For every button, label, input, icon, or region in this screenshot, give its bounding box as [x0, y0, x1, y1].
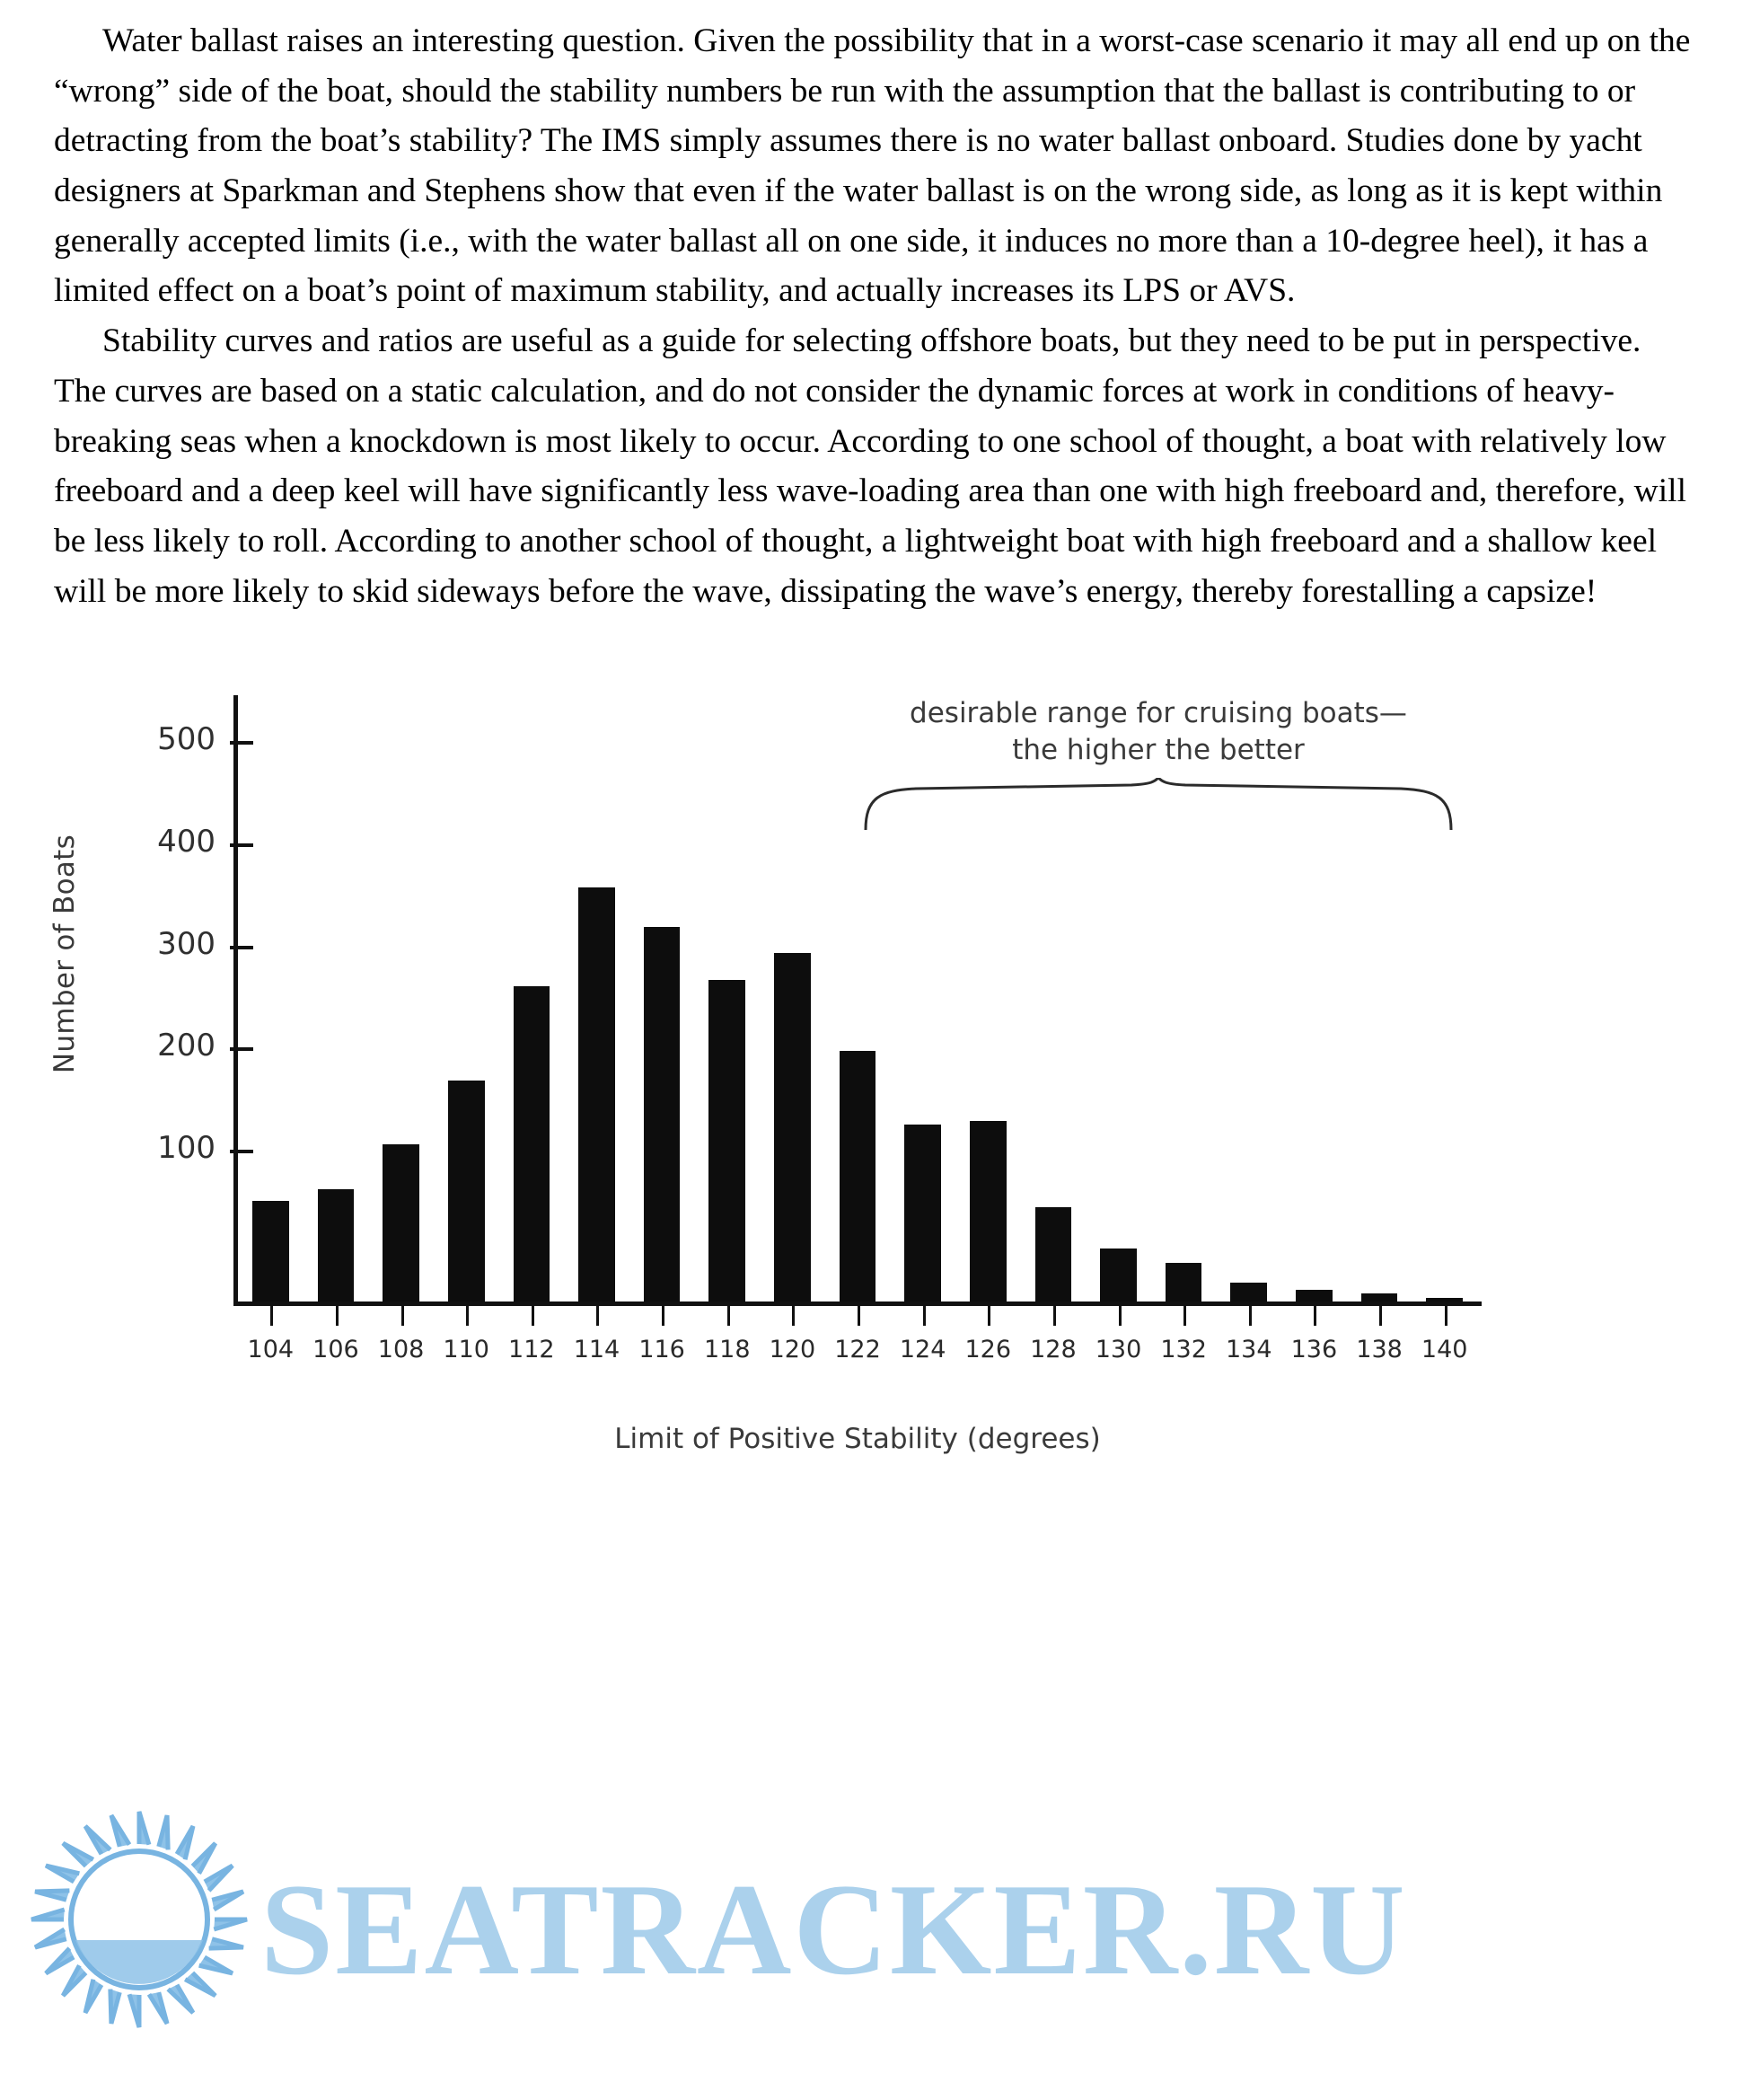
x-tick-label: 128 — [1030, 1336, 1077, 1364]
x-tick — [662, 1306, 664, 1326]
histogram-bar — [840, 1051, 876, 1301]
x-tick — [1119, 1306, 1122, 1326]
y-tick — [157, 720, 253, 757]
histogram-bar — [383, 1144, 419, 1301]
x-tick — [923, 1306, 926, 1326]
y-tick-label: 200 — [157, 1028, 216, 1064]
x-tick — [1053, 1306, 1056, 1326]
histogram-bar — [1166, 1263, 1202, 1301]
x-tick-label: 132 — [1160, 1336, 1207, 1364]
bars-group — [238, 749, 1477, 1301]
paragraph-2: Stability curves and ratios are useful as a guide for selecting offshore boats, but they need to be put in perspective. The curves are based on a static calculation, and do not consider the dynamic forces at work in conditions of heavy-breaking seas when a knockdown is most likely to occur. According to one school of thought, a boat with relatively low freeboard and a deep keel will have significantly less wave-loading area than one with high freeboard and, therefore, will be less likely to roll. According to another school of thought, a lightweight boat with high freeboard and a shallow keel will be more likely to skid sideways before the wave, dissipating the wave’s energy, thereby forestalling a capsize! — [54, 322, 1687, 610]
x-tick-label: 122 — [834, 1336, 881, 1364]
annotation-line-2: the higher the better — [1012, 733, 1305, 766]
x-tick-label: 110 — [443, 1336, 489, 1364]
histogram-bar — [318, 1189, 355, 1301]
histogram-bar — [448, 1081, 485, 1301]
histogram-bar — [1230, 1283, 1267, 1302]
x-tick-label: 126 — [964, 1336, 1012, 1364]
x-tick-label: 136 — [1290, 1336, 1338, 1364]
y-tick-label: 100 — [157, 1130, 216, 1167]
x-tick — [1183, 1306, 1186, 1326]
x-tick — [466, 1306, 469, 1326]
watermark — [0, 1777, 1751, 2046]
histogram-bar — [1100, 1249, 1137, 1301]
x-tick-label: 108 — [377, 1336, 425, 1364]
x-tick-label: 114 — [573, 1336, 620, 1364]
x-tick-label: 118 — [703, 1336, 751, 1364]
y-tick-label: 400 — [157, 823, 216, 860]
sun-logo-icon — [27, 1807, 251, 2032]
y-tick-label: 500 — [157, 720, 216, 757]
x-axis-label: Limit of Positive Stability (degrees) — [614, 1423, 1101, 1456]
x-tick-label: 112 — [508, 1336, 555, 1364]
x-tick-label: 138 — [1356, 1336, 1403, 1364]
x-tick — [727, 1306, 730, 1326]
x-tick — [1249, 1306, 1252, 1326]
x-tick — [988, 1306, 990, 1326]
article-body — [54, 16, 1697, 616]
histogram-bar — [1296, 1290, 1333, 1302]
chart-plot-area — [157, 695, 1482, 1364]
y-axis-label: Number of Boats — [48, 834, 81, 1074]
x-tick — [792, 1306, 795, 1326]
histogram-bar — [1361, 1293, 1398, 1301]
x-tick — [401, 1306, 404, 1326]
x-tick — [858, 1306, 860, 1326]
x-tick-label: 106 — [312, 1336, 359, 1364]
x-tick-label: 120 — [769, 1336, 816, 1364]
histogram-bar — [904, 1125, 941, 1301]
histogram-bar — [774, 953, 811, 1301]
stability-histogram-figure — [48, 668, 1509, 1456]
x-tick-label: 104 — [247, 1336, 295, 1364]
histogram-bar — [578, 887, 615, 1301]
histogram-bar — [970, 1121, 1007, 1302]
paragraph-1: Water ballast raises an interesting question. Given the possibility that in a worst-case scenario it may all end up on the “wrong” side of the boat, should the stability numbers be run with the assumption that the ballast is contributing to or detracting from the boat’s stability? The IMS simply assumes there is no water ballast onboard. Studies done by yacht designers at Sparkman and Stephens show that even if the water ballast is on the wrong side, as long as it is kept within generally accepted limits (i.e., with the water ballast all on one side, it induces no more than a 10-degree heel), it has a limited effect on a boat’s point of maximum stability, and actually increases its LPS or AVS. — [54, 22, 1691, 310]
x-tick — [596, 1306, 599, 1326]
histogram-bar — [708, 980, 745, 1302]
x-tick-label: 140 — [1421, 1336, 1468, 1364]
histogram-bar — [1426, 1298, 1463, 1302]
y-tick-label: 300 — [157, 925, 216, 962]
histogram-bar — [1035, 1207, 1072, 1301]
histogram-bar — [252, 1201, 289, 1302]
x-tick — [1445, 1306, 1447, 1326]
x-tick — [1379, 1306, 1382, 1326]
x-tick — [1314, 1306, 1316, 1326]
x-tick — [336, 1306, 339, 1326]
x-tick-label: 130 — [1095, 1336, 1142, 1364]
watermark-text: SEATRACKER.RU — [260, 1857, 1407, 2002]
x-tick-label: 116 — [638, 1336, 685, 1364]
x-tick-label: 134 — [1226, 1336, 1272, 1364]
x-tick — [270, 1306, 273, 1326]
x-tick — [532, 1306, 534, 1326]
histogram-bar — [644, 927, 681, 1301]
annotation-line-1: desirable range for cruising boats— — [910, 697, 1407, 730]
histogram-bar — [514, 986, 550, 1301]
x-tick-label: 124 — [899, 1336, 946, 1364]
